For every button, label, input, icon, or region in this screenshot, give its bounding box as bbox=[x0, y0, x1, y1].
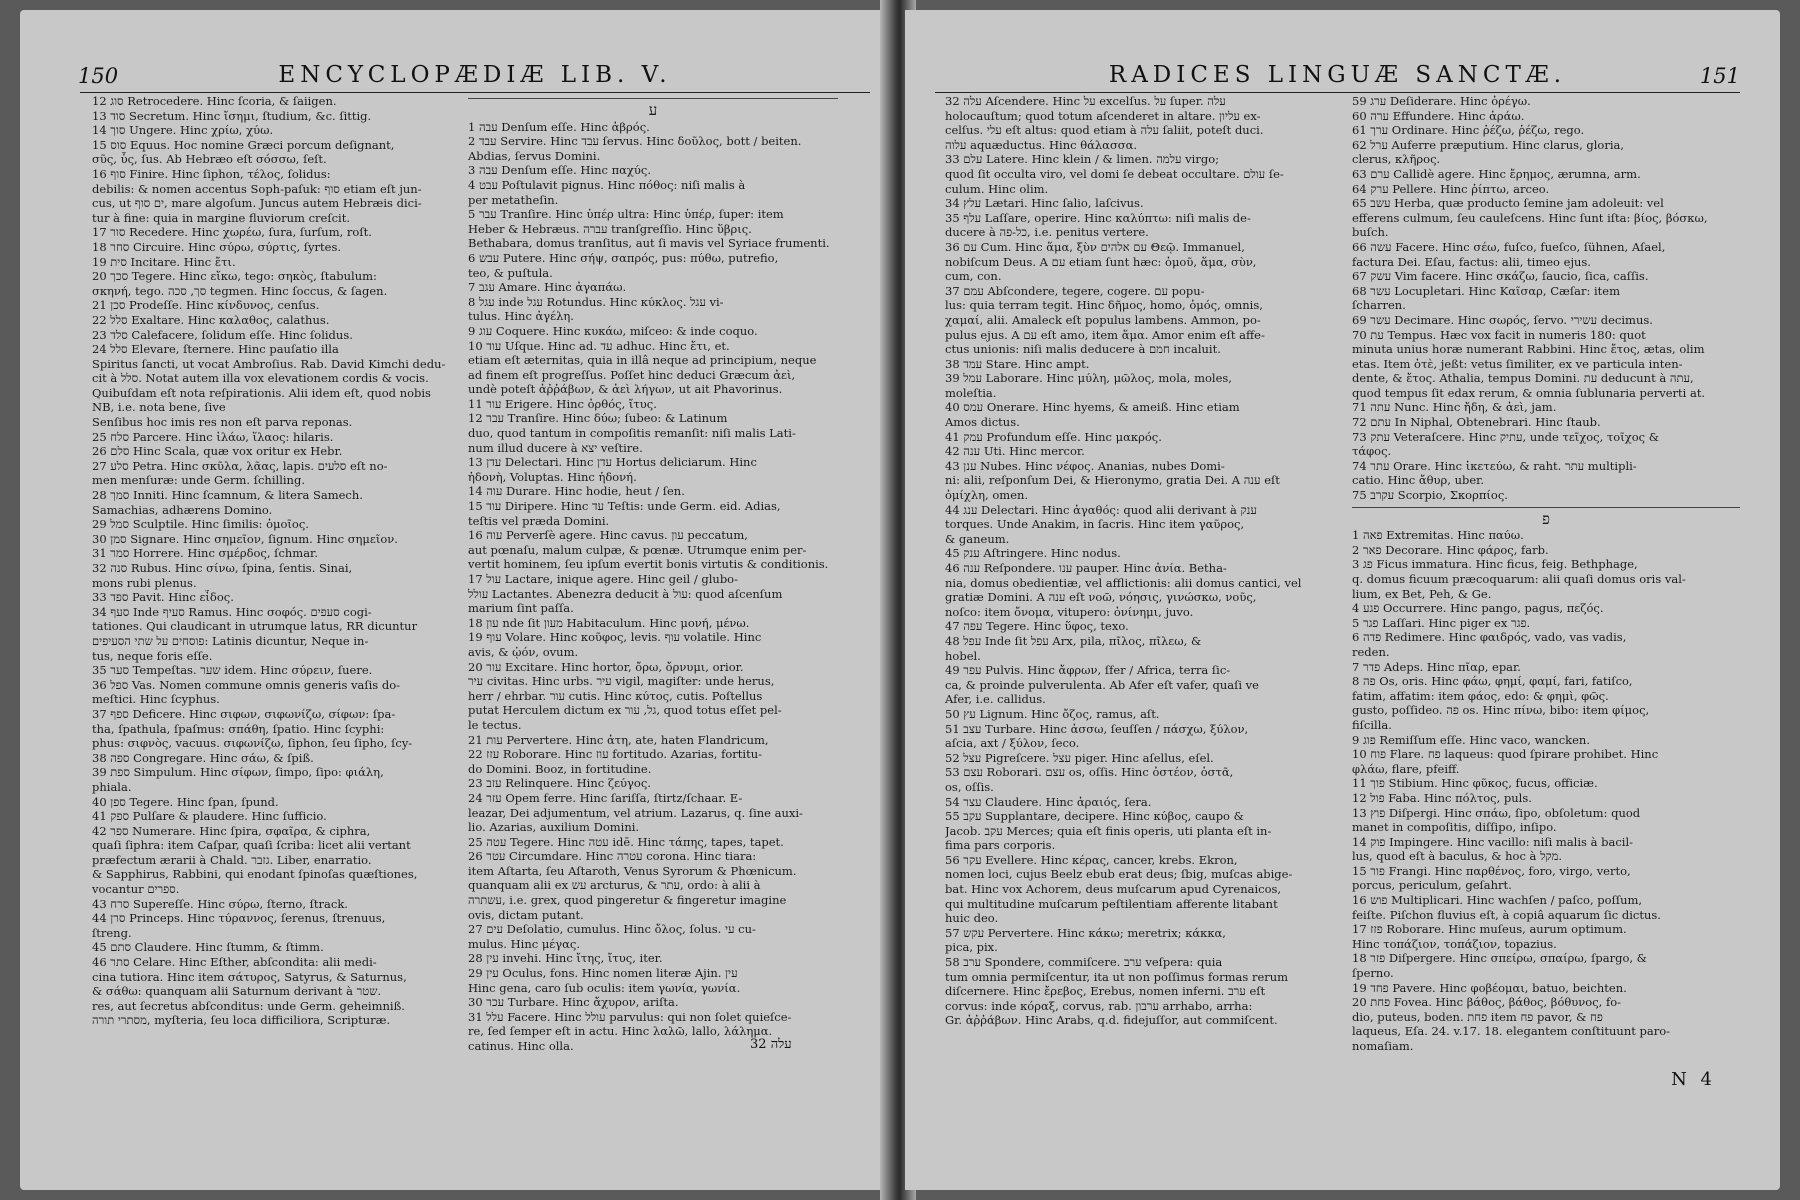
entry-line: præfectum ærarii à Chald. גזבר. Liber, enarratio. bbox=[92, 852, 372, 867]
entry-line: buſch. bbox=[1352, 225, 1389, 240]
entry-line: 54 עצר Claudere. Hinc ἀραιός, ſera. bbox=[945, 794, 1152, 809]
entry-line: Samachias, adhærens Domino. bbox=[92, 502, 273, 517]
entry-line: 44 סרן Princeps. Hinc τύραννος, ſerenus, ſtrenuus, bbox=[92, 911, 386, 926]
entry-line: & σάθω: quanquam alii Saturnum derivant à שטר. bbox=[92, 984, 382, 999]
entry-line: 19 פחד Pavere. Hinc φοβέομαι, batuo, beichten. bbox=[1352, 980, 1627, 995]
entry-line: 28 סמך Inniti. Hinc ſcamnum, & litera Samech. bbox=[92, 488, 363, 503]
entry-line: τάφος. bbox=[1352, 444, 1392, 459]
entry-line: ad finem eſt progreſſus. Poſſet hinc deduci Græcum ἀεὶ, bbox=[468, 367, 796, 382]
entry-line: 31 סמר Horrere. Hinc σμέρδος, ſchmar. bbox=[92, 546, 318, 561]
entry-line: tha, ſpathula, ſpaſmus: σπάθη, ſpatio. Hinc ſcyphi: bbox=[92, 721, 385, 736]
left-column-1 bbox=[92, 94, 462, 1114]
entry-line: Gr. ἀῤῥάβων. Hinc Arabs, q.d. fidejuſſor, aut commiſcent. bbox=[945, 1013, 1278, 1028]
entry-line: Hinc τοπάζιον, τοπάζιον, topazius. bbox=[1352, 936, 1557, 951]
entry-line: corvus: inde κόραξ, corvus, rab. ערבון arrhabo, arrha: bbox=[945, 998, 1253, 1013]
right-running-header bbox=[935, 58, 1740, 93]
entry-line: 66 עשה Facere. Hinc σέω, fuſco, fueſco, ſühnen, Aſael, bbox=[1352, 239, 1666, 254]
entry-line: 6 עבש Putere. Hinc σήψ, σαπρός, pus: πύθω, putrefio, bbox=[468, 250, 779, 265]
entry-line: 22 סלל Exaltare. Hinc καλαθος, calathus. bbox=[92, 312, 330, 327]
entry-line: nobiſcum Deus. A עם etiam ſunt hæc: ὁμοῦ, ἅμα, σὺν, bbox=[945, 254, 1257, 269]
entry-line: ni: alii, reſponſum Dei, & Hieronymo, gratia Dei. A ענה eſt bbox=[945, 473, 1280, 488]
entry-line: 4 פגע Occurrere. Hinc pango, pagus, πεζός. bbox=[1352, 601, 1604, 616]
entry-line: 62 ערל Auferre præputium. Hinc clarus, gloria, bbox=[1352, 137, 1625, 152]
entry-line: 34 עלץ Lætari. Hinc ſalio, laſcivus. bbox=[945, 196, 1144, 211]
entry-line: 29 עין Oculus, fons. Hinc nomen literæ Ajin. עין bbox=[468, 966, 738, 981]
entry-line: aut pœnaſu, malum culpæ, & pœnæ. Utrumque enim per- bbox=[468, 542, 807, 557]
entry-line: 48 עפל Inde ſit עפל Arx, pila, πῖλος, πῖλεω, & bbox=[945, 633, 1202, 648]
entry-line: ſtreng. bbox=[92, 925, 132, 940]
entry-line: 39 ספת Simpulum. Hinc σίφων, ſimpo, ſipo: φιάλη, bbox=[92, 765, 384, 780]
entry-line: 46 ענה Reſpondere. ענו pauper. Hinc ἀνία. Betha- bbox=[945, 561, 1227, 575]
entry-line: 26 עטר Circumdare. Hinc עטרה corona. Hinc tiara: bbox=[468, 849, 757, 864]
right-page-number: 151 bbox=[1699, 64, 1740, 88]
entry-line: Afer, i.e. callidus. bbox=[945, 692, 1046, 707]
entry-line: tur à fine: quia in margine fluviorum creſcit. bbox=[92, 210, 351, 225]
entry-line: 5 עבר Tranſire. Hinc ὑπέρ ultra: Hinc ὑπέρ, ſuper: item bbox=[468, 207, 784, 222]
entry-line: herr / ehrbar. עור cutis. Hinc κύτος, cutis. Poſtellus bbox=[468, 688, 763, 703]
entry-line: 12 עבר Tranſire. Hinc δύω; ſubeo: & Latinum bbox=[468, 411, 728, 426]
entry-line: catio. Hinc ἄθυρ, uber. bbox=[1352, 473, 1485, 488]
entry-line: 17 עול Lactare, inique agere. Hinc geil / glubo- bbox=[468, 572, 738, 586]
entry-line: 64 ערק Pellere. Hinc ῥίπτω, arceo. bbox=[1352, 181, 1550, 196]
entry-line: 23 סלד Calefacere, ſolidum eſſe. Hinc ſolidus. bbox=[92, 327, 353, 342]
entry-line: efferens culmum, ſeu cauleſcens. Hinc ſunt iſta: βίος, βόσκω, bbox=[1352, 210, 1708, 225]
entry-line: lus, quod eſt à baculus, & hoc à מקל. bbox=[1352, 849, 1563, 864]
entry-line: phus: σιφνὸς, vacuus. σιφωνίζω, ſiphon, ſeu ſipho, ſcy- bbox=[92, 736, 413, 751]
entry-line: 16 סוף Finire. Hinc ſiphon, τέλος, ſolidus: bbox=[92, 166, 331, 181]
entry-line: celſus. עלי eſt altus: quod etiam à עלה ſaliit, poteſt duci. bbox=[945, 123, 1264, 138]
entry-line: 55 עקב Supplantare, decipere. Hinc κύβος, caupo & bbox=[945, 809, 1244, 824]
entry-line: 43 ענן Nubes. Hinc νέφος. Ananias, nubes Domi- bbox=[945, 458, 1225, 473]
entry-line: do Domini. Booz, in fortitudine. bbox=[468, 761, 652, 776]
signature-mark: N 4 bbox=[1671, 1069, 1716, 1090]
entry-line: פוסחים על שתי הסעיפים: Latinis dicuntur, Neque in- bbox=[92, 633, 369, 648]
entry-line: 61 ערך Ordinare. Hinc ῥέζω, ῥέζω, rego. bbox=[1352, 123, 1585, 138]
entry-line: cus, ut ים סוף, mare algoſum. Juncus autem Hebræis dici- bbox=[92, 196, 422, 211]
entry-line: 18 סחר Circuire. Hinc σύρω, σύρτις, ſyrtes. bbox=[92, 239, 342, 254]
entry-line: 38 עמד Stare. Hinc ampt. bbox=[945, 356, 1090, 371]
entry-line: עלוה aquæductus. Hinc θάλασσα. bbox=[945, 137, 1138, 152]
entry-line: phiala. bbox=[92, 779, 132, 794]
entry-line: 34 סעף Inde סעיף Ramus. Hinc σοφός. סעפים cogi- bbox=[92, 604, 372, 619]
entry-line: 42 ספר Numerare. Hinc ſpira, σφαῖρα, & ciphra, bbox=[92, 823, 371, 838]
left-page bbox=[20, 10, 890, 1190]
entry-line: NB, i.e. nota bene, ſive bbox=[92, 400, 226, 415]
entry-line: 25 סלח Parcere. Hinc ἱλάω, ἵλαος: hilaris. bbox=[92, 429, 334, 444]
entry-line: nia, domus obedientiæ, vel afflictionis: alii domus cantici, vel bbox=[945, 575, 1302, 590]
entry-line: & Sapphirus, Rabbini, qui enodant ſpinoſas quæſtiones, bbox=[92, 867, 418, 882]
entry-line: 27 עים Deſolatio, cumulus. Hinc ὄλος, ſolus. עי cu- bbox=[468, 922, 756, 937]
entry-line: le tectus. bbox=[468, 717, 522, 732]
entry-line: vertit hominem, ſeu ipſum evertit bonis virtutis & conditionis. bbox=[468, 557, 829, 572]
entry-line: 73 עתק Veteraſcere. Hinc עתיק, unde τεῖχος, τοῖχος & bbox=[1352, 429, 1659, 444]
entry-line: 21 עות Pervertere. Hinc ἀτη, ate, haten Flandricum, bbox=[468, 732, 769, 747]
entry-line: cina tutiora. Hinc item σάτυρος, Satyrus, & Saturnus, bbox=[92, 969, 407, 984]
entry-line: 10 עוד Uſque. Hinc ad. עד adhuc. Hinc ἔτι, et. bbox=[468, 338, 730, 353]
entry-line: 69 עשר Decimare. Hinc σωρός, ſervo. עשירי decimus. bbox=[1352, 312, 1653, 327]
entry-line: φλάω, flare, pfeiff. bbox=[1352, 761, 1460, 776]
entry-line: q. domus ficuum præcoquarum: alii quaſi domus oris val- bbox=[1352, 572, 1686, 586]
left-page-number: 150 bbox=[78, 64, 119, 88]
entry-line: 33 עלם Latere. Hinc klein / & limen. עלמה virgo; bbox=[945, 152, 1220, 167]
entry-line: Amos dictus. bbox=[945, 415, 1020, 430]
entry-line: nomaſiam. bbox=[1352, 1039, 1414, 1053]
right-running-title: RADICES LINGUÆ SANCTÆ. bbox=[1108, 62, 1567, 88]
entry-line: 16 עוה Perverſè agere. Hinc cavus. עון peccatum, bbox=[468, 528, 748, 543]
entry-line: 33 ספד Pavit. Hinc εἶδος. bbox=[92, 590, 234, 605]
entry-line: 37 ספף Deficere. Hinc σιφων, σιφωνίζω, σίφων: ſpa- bbox=[92, 706, 396, 721]
entry-line: 20 פחת Fovea. Hinc βάθος, βάθος, βόθυνος, fo- bbox=[1352, 995, 1622, 1010]
entry-line: 14 פוק Impingere. Hinc vacillo: niſi malis à bacil- bbox=[1352, 834, 1634, 849]
entry-line: bat. Hinc vox Achorem, deus muſcarum apud Cyrenaicos, bbox=[945, 882, 1282, 897]
entry-line: os, oſſis. bbox=[945, 779, 994, 794]
entry-line: 26 סלם Hinc Scala, quæ vox oritur ex Hebr. bbox=[92, 444, 343, 459]
entry-line: Quibuſdam eſt nota reſpirationis. Alii idem eſt, quod nobis bbox=[92, 385, 431, 400]
entry-line: ovis, dictam putant. bbox=[468, 907, 584, 922]
entry-line: ἡδονὴ, Voluptas. Hinc ἡδονή. bbox=[468, 469, 637, 484]
entry-line: 30 עכר Turbare. Hinc ἄχυρον, ariſta. bbox=[468, 995, 679, 1010]
entry-line: 58 ערב Spondere, commiſcere. ערב veſpera: quia bbox=[945, 955, 1223, 970]
entry-line: 72 עתם In Niphal, Obtenebrari. Hinc ſtaub. bbox=[1352, 415, 1601, 430]
entry-line: lium, ex Bet, Peh, & Ge. bbox=[1352, 586, 1492, 601]
left-column-2 bbox=[468, 94, 838, 1104]
entry-line: mulus. Hinc μέγας. bbox=[468, 936, 580, 951]
entry-line: Hinc gena, caro ſub oculis: item γωνία, γωνία. bbox=[468, 980, 741, 995]
entry-line: 35 עלף Laſſare, operire. Hinc καλύπτω: niſi malis de- bbox=[945, 210, 1251, 225]
entry-line: moleſtia. bbox=[945, 385, 997, 400]
entry-line: dente, & ἔτος. Athalia, tempus Domini. עת deducunt à עתה, bbox=[1352, 371, 1694, 386]
entry-line: diſcernere. Hinc ἔρεβος, Erebus, nomen inferni. ערב eſt bbox=[945, 984, 1266, 999]
entry-line: 12 סוג Retrocedere. Hinc ſcoria, & ſaiigen. bbox=[92, 94, 337, 108]
entry-line: 19 סית Incitare. Hinc ἔτι. bbox=[92, 254, 236, 269]
entry-line: noſco: item ὄνομα, vitupero: ὀνίνημι, juvo. bbox=[945, 604, 1194, 619]
entry-line: vocantur ספרים. bbox=[92, 882, 180, 897]
entry-line: 41 ספק Pulſare & plaudere. Hinc ſufficio. bbox=[92, 809, 327, 824]
entry-line: 45 סתם Claudere. Hinc ſtumm, & ſtimm. bbox=[92, 940, 324, 955]
entry-line: 65 עשב Herba, quæ producto ſemine jam adoleuit: vel bbox=[1352, 196, 1664, 211]
entry-line: 27 סלע Petra. Hinc σκῦλα, λᾶας, lapis. סלעים eſt no- bbox=[92, 458, 388, 473]
entry-line: 25 עטה Tegere. Hinc עטה idē. Hinc τάπης, tapes, tapet. bbox=[468, 834, 784, 849]
right-column-2-bottom-entries bbox=[1352, 528, 1740, 1053]
entry-line: עיר civitas. Hinc urbs. עיר vigil, magiſter: unde herus, bbox=[468, 674, 775, 689]
entry-line: quaſi ſiphra: item Caſpar, quaſi ſcriba: licet alii vertant bbox=[92, 838, 411, 853]
entry-line: marium ſint paſſa. bbox=[468, 601, 574, 616]
entry-line: 36 ספל Vas. Nomen commune omnis generis vaſis do- bbox=[92, 677, 401, 692]
entry-line: 11 פוך Stibium. Hinc φῦκος, fucus, officiæ. bbox=[1352, 776, 1598, 791]
entry-line: 28 עין invehi. Hinc ἴτης, ἴτυς, iter. bbox=[468, 951, 663, 966]
entry-line: mons rubi plenus. bbox=[92, 575, 197, 590]
entry-line: 2 פאר Decorare. Hinc φάρος, farb. bbox=[1352, 542, 1549, 557]
entry-line: עשתרה, i.e. grex, quod pingeretur & fingeretur imagine bbox=[468, 893, 787, 908]
entry-line: debilis: & nomen accentus Soph-paſuk: סוף etiam eſt jun- bbox=[92, 181, 422, 196]
entry-line: fatim, affatim: item φάος, edo: & φημὶ, φῶς. bbox=[1352, 688, 1609, 703]
entry-line: 20 עור Excitare. Hinc hortor, ὄρω, ὄρνυμι, orior. bbox=[468, 659, 744, 674]
entry-line: laqueus, Eſa. 24. v.17. 18. elegantem conſtituunt paro- bbox=[1352, 1024, 1671, 1039]
entry-line: re, ſed ſemper eſt in actu. Hinc λαλῶ, lallo, λάλημα. bbox=[468, 1024, 773, 1039]
entry-line: ducere à כל-פה, i.e. penitus vertere. bbox=[945, 225, 1149, 240]
entry-line: 40 עמס Onerare. Hinc hyems, & ameiß. Hinc etiam bbox=[945, 400, 1240, 415]
entry-line: Bethabara, domus tranſitus, aut ſi mavis vel Syriace frumenti. bbox=[468, 236, 830, 251]
entry-line: 17 פזז Roborare. Hinc muſeus, aurum optimum. bbox=[1352, 922, 1627, 937]
entry-line: huic deo. bbox=[945, 911, 999, 926]
entry-line: reden. bbox=[1352, 644, 1390, 659]
right-column-1 bbox=[945, 94, 1345, 1114]
entry-line: 13 סוד Secretum. Hinc ἴσημι, ſtudium, &c. ſittig. bbox=[92, 108, 372, 123]
entry-line: cum, con. bbox=[945, 269, 1002, 284]
entry-line: dio, puteus, boden. פחת item פח pavor, & פח bbox=[1352, 1009, 1603, 1024]
entry-line: 20 סכך Tegere. Hinc εἴκω, tego: σηκὸς, ſtabulum: bbox=[92, 269, 377, 284]
entry-line: Abdias, ſervus Domini. bbox=[468, 148, 601, 163]
entry-line: σῦς, ὗς, ſus. Ab Hebræo eſt σόσσω, ſeſt. bbox=[92, 152, 327, 167]
left-running-title: ENCYCLOPÆDIÆ LIB. V. bbox=[278, 62, 672, 88]
entry-line: 36 עם Cum. Hinc ἅμα, ξὺν עם אלהים Θεῷ. Immanuel, bbox=[945, 239, 1245, 254]
entry-line: 14 סוך Ungere. Hinc χρίω, χύω. bbox=[92, 123, 274, 138]
entry-line: num illud ducere à יצא veſtire. bbox=[468, 440, 643, 455]
entry-line: meſtici. Hinc ſcyphus. bbox=[92, 692, 220, 707]
entry-line: torques. Unde Anakim, in ſacris. Hinc item γαῦρος, bbox=[945, 517, 1245, 532]
entry-line: 7 פדר Adeps. Hinc πῖαρ, epar. bbox=[1352, 659, 1521, 674]
entry-line: tus, neque foris eſſe. bbox=[92, 648, 213, 663]
entry-line: 68 עשר Locupletari. Hinc Καῖσαρ, Cæſar: item bbox=[1352, 283, 1621, 298]
entry-line: culum. Hinc olim. bbox=[945, 181, 1049, 196]
entry-line: 8 פה Os, oris. Hinc φάω, φημί, φαμί, fari, fatiſco, bbox=[1352, 674, 1633, 689]
entry-line: 31 עלל Facere. Hinc עולל parvulus: qui non ſolet quieſce- bbox=[468, 1009, 792, 1024]
entry-line: gusto, poſſideo. פה os. Hinc πίνω, bibo: item φίμος, bbox=[1352, 703, 1650, 718]
entry-line: avis, & ᾠόν, ovum. bbox=[468, 644, 579, 659]
entry-line: hobel. bbox=[945, 648, 981, 663]
entry-line: res, aut ſecretus abſconditus: unde Germ. geheimniß. bbox=[92, 998, 405, 1013]
entry-line: 38 ספה Congregare. Hinc σάω, & ſpiß. bbox=[92, 750, 314, 765]
entry-line: manet in compoſitis, diſſipo, inſipo. bbox=[1352, 820, 1557, 835]
entry-line: 51 עצב Turbare. Hinc ἀσσω, ſeuſſen / πάσχω, ξύλον, bbox=[945, 721, 1249, 736]
entry-line: etiam eſt æternitas, quia in illâ neque ad principium, neque bbox=[468, 353, 817, 368]
entry-line: tum omnia permiſcentur, ita ut non poſſimus formas rerum bbox=[945, 969, 1289, 984]
entry-line: aſcia, axt / ξύλον, ſeco. bbox=[945, 736, 1080, 751]
entry-line: 12 פול Faba. Hinc πόλτος, puls. bbox=[1352, 790, 1532, 805]
entry-line: 9 עוג Coquere. Hinc κυκάω, miſceo: & inde coquo. bbox=[468, 323, 758, 338]
entry-line: feiſte. Piſchon fluvius eſt, à copiâ aquarum ſic dictus. bbox=[1352, 907, 1661, 922]
entry-line: 57 עקש Pervertere. Hinc κάκω; meretrix; κάκκα, bbox=[945, 925, 1226, 940]
entry-line: pica, pix. bbox=[945, 940, 998, 955]
entry-line: 56 עקר Evellere. Hinc κέρας, cancer, krebs. Ekron, bbox=[945, 852, 1238, 867]
right-column-2-top-entries bbox=[1352, 94, 1740, 503]
entry-line: 45 ענק Aſtringere. Hinc nodus. bbox=[945, 546, 1121, 561]
entry-line: ſcharren. bbox=[1352, 298, 1406, 313]
entry-line: men menſuræ: unde Germ. ſchilling. bbox=[92, 473, 305, 488]
entry-line: 37 עמם Abſcondere, tegere, cogere. עם popu- bbox=[945, 283, 1205, 298]
entry-line: 24 סלל Elevare, ſternere. Hinc pauſatio illa bbox=[92, 342, 339, 357]
entry-line: 50 עץ Lignum. Hinc ὄζος, ramus, aſt. bbox=[945, 706, 1160, 721]
entry-line: 15 סוס Equus. Hoc nomine Græci porcum deſignant, bbox=[92, 137, 395, 152]
entry-line: teſtis vel præda Domini. bbox=[468, 513, 610, 528]
entry-line: fiſcilla. bbox=[1352, 717, 1392, 732]
entry-line: quod tempus ſit edax rerum, & omnia ſublunaria perverti at. bbox=[1352, 385, 1706, 400]
entry-line: 74 עתר Orare. Hinc ἱκετεύω, & raht. עתר multipli- bbox=[1352, 458, 1637, 473]
entry-line: 70 עת Tempus. Hæc vox facit in numeris 180: quot bbox=[1352, 327, 1646, 342]
entry-line: ὀμίχλη, omen. bbox=[945, 488, 1029, 503]
entry-line: 71 עתה Nunc. Hinc ἤδη, & ἀεὶ, jam. bbox=[1352, 400, 1557, 415]
entry-line: 13 עדן Delectari. Hinc עדן Hortus deliciarum. Hinc bbox=[468, 455, 757, 470]
entry-line: 14 עוה Durare. Hinc hodie, heut / ſen. bbox=[468, 484, 685, 499]
right-page bbox=[905, 10, 1780, 1190]
entry-line: 39 עמל Laborare. Hinc μύλη, μῶλος, mola, moles, bbox=[945, 371, 1232, 386]
entry-line: 63 ערם Callidè agere. Hinc ἔρημος, ærumna, arm. bbox=[1352, 166, 1641, 181]
entry-line: 5 פגר Laſſari. Hinc piger ex פגר. bbox=[1352, 615, 1531, 630]
entry-line: & ganeum. bbox=[945, 531, 1010, 546]
entry-line: tulus. Hinc ἀγέλη. bbox=[468, 309, 574, 324]
entry-line: undè poteſt ἀῤῥάβων, & ἀεὶ λήγων, ut ait Phavorinus. bbox=[468, 382, 783, 397]
entry-line: etas. Item ὁτὲ, jeßt: vetus ſimiliter, ex ve particula inten- bbox=[1352, 356, 1683, 371]
entry-line: nomen loci, cujus Beelz ebub erat deus; ſbig, muſcas abige- bbox=[945, 867, 1293, 882]
entry-line: 67 עשק Vim facere. Hinc σκάζω, ſaucio, ſica, caſſis. bbox=[1352, 269, 1649, 284]
entry-line: 3 עבה Denſum eſſe. Hinc παχύς. bbox=[468, 163, 651, 178]
left-running-header bbox=[80, 58, 870, 93]
entry-line: 30 סמן Signare. Hinc σημεῖον, ſignum. Hinc σημεῖον. bbox=[92, 531, 398, 546]
entry-line: porcus, periculum, geſahrt. bbox=[1352, 878, 1512, 893]
entry-line: 18 פזר Diſpergere. Hinc σπείρω, σπαίρω, ſpargo, & bbox=[1352, 951, 1647, 966]
entry-line: 52 עצל Pigreſcere. עצל piger. Hinc aſellus, eſel. bbox=[945, 750, 1214, 765]
entry-line: Heber & Hebræus. עברה tranſgreſſio. Hinc ὕβρις. bbox=[468, 221, 752, 236]
entry-line: 32 סנה Rubus. Hinc σίνω, ſpina, ſentis. Sinai, bbox=[92, 561, 353, 575]
entry-line: 13 פוץ Diſpergi. Hinc σπάω, ſipo, obſoletum: quod bbox=[1352, 805, 1641, 820]
entry-line: 29 סמל Sculptile. Hinc ſimilis: ὁμοῖος. bbox=[92, 517, 309, 532]
entry-line: factura Dei. Eſau, factus: alii, timeo ejus. bbox=[1352, 254, 1591, 269]
entry-line: 75 עקרב Scorpio, Σκορπίος. bbox=[1352, 488, 1508, 503]
entry-line: teo, & puſtula. bbox=[468, 265, 553, 280]
entry-line: 22 עזז Roborare. Hinc עוז fortitudo. Azarias, fortitu- bbox=[468, 747, 763, 762]
entry-line: holocauſtum; quod totum aſcenderet in altare. עליון ex- bbox=[945, 108, 1261, 123]
entry-line: 41 עמק Profundum eſſe. Hinc μακρός. bbox=[945, 429, 1162, 444]
entry-line: 8 עגל inde עגל Rotundus. Hinc κύκλος. עגל vi- bbox=[468, 294, 724, 309]
entry-line: 3 פג Ficus immatura. Hinc ficus, feig. Bethphage, bbox=[1352, 557, 1638, 572]
entry-line: Spiritus ſancti, ut vocat Ambroſius. Rab. David Kimchi dedu- bbox=[92, 356, 446, 371]
entry-line: 47 עפה Tegere. Hinc ὕφος, texo. bbox=[945, 619, 1129, 634]
entry-line: 11 עור Erigere. Hinc ὀρθός, ἴτυς. bbox=[468, 396, 657, 411]
entry-line: gratiæ Domini. A ענה eſt νοῶ, νόησις, γινώσκω, νοῦς, bbox=[945, 590, 1257, 605]
entry-line: 19 עוף Volare. Hinc κοῦφος, levis. עוף volatile. Hinc bbox=[468, 630, 762, 645]
entry-line: 21 סכן Prodeſſe. Hinc κίνδυνος, cenſus. bbox=[92, 298, 320, 313]
entry-line: Senſibus hoc imis res non eſt parva reponas. bbox=[92, 415, 353, 430]
entry-line: quod ſit occulta viro, vel domi ſe debeat occultare. עולם ſe- bbox=[945, 166, 1284, 181]
entry-line: Jacob. עקב Merces; quia eſt finis operis, uti planta eſt in- bbox=[945, 823, 1272, 838]
entry-line: putat Herculem dictum ex גל, עור, quod totus eſſet pel- bbox=[468, 703, 782, 718]
entry-line: 35 סער Tempeſtas. שער idem. Hinc σύρειν, ſuere. bbox=[92, 663, 373, 678]
entry-line: clerus, κλῆρος. bbox=[1352, 152, 1441, 167]
left-column-2-entries bbox=[468, 120, 838, 1054]
entry-line: χαμαί, alii. Amaleck eſt populus lambens. Ammon, po- bbox=[945, 312, 1261, 327]
entry-line: 60 ערה Effundere. Hinc ἀράω. bbox=[1352, 108, 1525, 123]
entry-line: 23 עזב Relinquere. Hinc ζεύγος. bbox=[468, 776, 651, 791]
entry-line: 7 עגב Amare. Hinc ἀγαπάω. bbox=[468, 280, 627, 295]
entry-line: 1 פאה Extremitas. Hinc παύω. bbox=[1352, 528, 1524, 543]
entry-line: 53 עצם Roborari. עצם os, oſſis. Hinc ὀστέον, ὀστᾶ, bbox=[945, 765, 1234, 780]
section-heading-pe: פ bbox=[1352, 507, 1740, 527]
entry-line: catinus. Hinc olla. bbox=[468, 1039, 574, 1053]
entry-line: 4 עבט Poſtulavit pignus. Hinc πόθος: niſi malis à bbox=[468, 177, 746, 192]
entry-line: 42 ענה Uti. Hinc mercor. bbox=[945, 444, 1085, 459]
entry-line: ſperno. bbox=[1352, 966, 1394, 981]
entry-line: per metatheſin. bbox=[468, 192, 559, 207]
entry-line: ca, & proinde pulverulenta. Ab Afer eſt vafer, quaſi ve bbox=[945, 677, 1259, 692]
entry-line: qui multitudine muſcarum peſtilentiam afferente litabant bbox=[945, 896, 1278, 911]
entry-line: 43 סרח Supereſſe. Hinc σύρω, ſterno, ſtrack. bbox=[92, 896, 348, 911]
entry-line: lio. Azarias, auxilium Domini. bbox=[468, 820, 640, 835]
entry-line: 59 ערג Deſiderare. Hinc ὀρέγω. bbox=[1352, 94, 1531, 108]
entry-line: lus: quia terram tegit. Hinc δῆμος, homo, ὁμός, omnis, bbox=[945, 298, 1263, 313]
entry-line: 1 עבה Denſum eſſe. Hinc ἁβρός. bbox=[468, 119, 650, 134]
entry-line: tationes. Qui claudicant in utrumque latus, RR dicuntur bbox=[92, 619, 418, 634]
entry-line: cit à סלל. Notat autem illa vox elevationem cordis & vocis. bbox=[92, 371, 429, 386]
catchword: 32 עלה bbox=[750, 1037, 792, 1052]
section-heading-ayin: ע bbox=[468, 98, 838, 118]
entry-line: 32 עלה Aſcendere. Hinc על excelſus. על ſuper. עלה bbox=[945, 94, 1226, 108]
entry-line: 46 סתר Celare. Hinc Eſther, abſcondita: alii medi- bbox=[92, 955, 377, 970]
entry-line: minuta unius horæ numerant Rabbini. Hinc ἔτος, ætas, olim bbox=[1352, 342, 1705, 357]
entry-line: 10 פוח Flare. פח laqueus: quod ſpirare prohibet. Hinc bbox=[1352, 747, 1659, 762]
entry-line: 16 פוש Multiplicari. Hinc wachſen / paſco, poſſum, bbox=[1352, 893, 1643, 908]
entry-line: 2 עבד Servire. Hinc עבד ſervus. Hinc δοῦλος, bott / beiten. bbox=[468, 134, 802, 149]
entry-line: 15 עוד Diripere. Hinc עד Teſtis: unde Germ. eid. Adias, bbox=[468, 499, 781, 514]
entry-line: 6 פדה Redimere. Hinc φαιδρός, vado, vas vadis, bbox=[1352, 630, 1627, 645]
entry-line: 40 ספן Tegere. Hinc ſpan, ſpund. bbox=[92, 794, 279, 809]
entry-line: 44 ענג Delectari. Hinc ἀγαθός: quod alii derivant à ענק bbox=[945, 502, 1257, 517]
entry-line: 15 פור Frangi. Hinc παρθένος, foro, virgo, verto, bbox=[1352, 863, 1631, 878]
entry-line: 18 עון nde ſit מעון Habitaculum. Hinc μονή, μένω. bbox=[468, 615, 750, 630]
entry-line: σκηνή, tego. סך, סכה tegmen. Hinc ſoccus, & ſagen. bbox=[92, 283, 388, 298]
entry-line: pulus ejus. A עם eſt amo, item ἅμα. Amor enim eſt affe- bbox=[945, 327, 1265, 342]
entry-line: item Aſtarta, ſeu Aſtaroth, Venus Syrorum & Phœnicum. bbox=[468, 863, 797, 878]
entry-line: 24 עזר Opem ferre. Hinc ſariſſa, ſtirtz/ſchaar. E- bbox=[468, 790, 743, 805]
entry-line: fima pars corporis. bbox=[945, 838, 1056, 853]
entry-line: מסתרי תורה, myſteria, ſeu loca difficiliora, Scripturæ. bbox=[92, 1013, 391, 1028]
right-column-2 bbox=[1352, 94, 1740, 1114]
entry-line: duo, quod tantum in compoſitis remanſit: niſi malis Lati- bbox=[468, 426, 796, 441]
entry-line: quanquam alii ex עש arcturus, & עתר, ordo: à alii à bbox=[468, 878, 761, 893]
entry-line: 9 פוג Remiſſum eſſe. Hinc vaco, wancken. bbox=[1352, 732, 1590, 747]
entry-line: עולל Lactantes. Abenezra deducit à עול: quod aſcenſum bbox=[468, 586, 783, 601]
entry-line: 17 סור Recedere. Hinc χωρέω, ſura, ſurſum, roſt. bbox=[92, 225, 372, 240]
entry-line: 49 עפר Pulvis. Hinc ἄφρων, ſfer / Africa, terra ſic- bbox=[945, 663, 1231, 678]
entry-line: ctus unionis: niſi malis deducere à חמם incaluit. bbox=[945, 342, 1221, 357]
entry-line: leazar, Dei adjumentum, vel atrium. Lazarus, q. ſine auxi- bbox=[468, 805, 803, 820]
